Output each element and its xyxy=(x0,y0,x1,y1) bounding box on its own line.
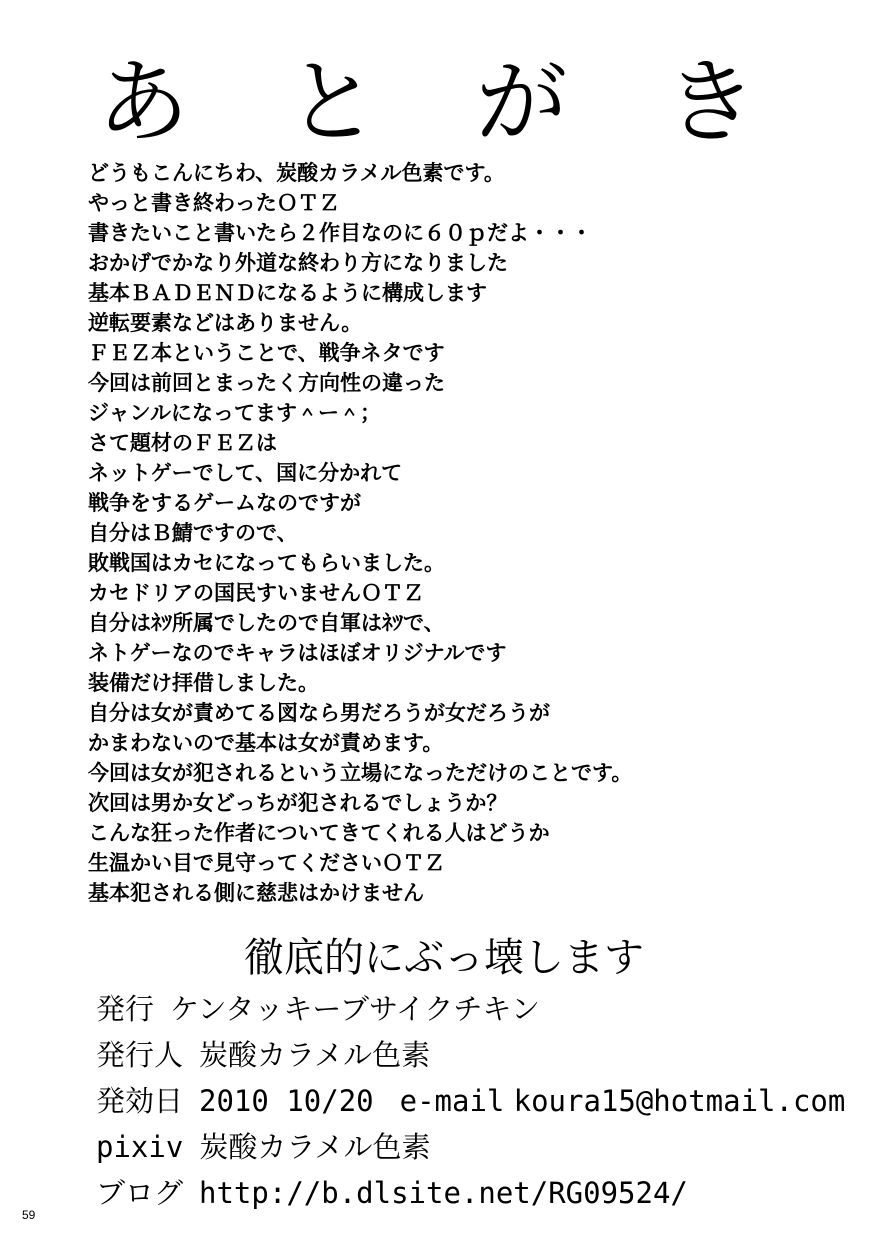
text-line: 書きたいこと書いたら２作目なのに６０ｐだよ・・・ xyxy=(88,221,592,245)
text-line: 生温かい目で見守ってくださいＯＴＺ xyxy=(88,851,445,875)
text-line: さて題材のＦＥＺは xyxy=(88,431,277,455)
text-line: 今回は前回とまったく方向性の違った xyxy=(88,371,445,395)
pixiv-value: 炭酸カラメル色素 xyxy=(199,1130,431,1164)
text-line: ＦＥＺ本ということで、戦争ネタです xyxy=(88,341,445,365)
colophon xyxy=(96,986,876,1216)
text-line: おかげでかなり外道な終わり方になりました xyxy=(88,251,508,275)
email-label: e-mail xyxy=(399,1084,505,1118)
date-value: 2010 10/20 xyxy=(199,1084,374,1118)
date-label: 発効日 xyxy=(96,1084,184,1118)
text-line: やっと書き終わったＯＴＺ xyxy=(88,191,340,215)
text-line: 基本犯される側に慈悲はかけません xyxy=(88,881,424,905)
text-line: 戦争をするゲームなのですが xyxy=(88,491,361,515)
text-line: どうもこんにちわ、炭酸カラメル色素です。 xyxy=(88,161,505,185)
publisher-line xyxy=(96,986,876,1032)
blog-line xyxy=(96,1170,876,1216)
pixiv-label: pixiv xyxy=(96,1130,184,1164)
text-line: 自分はﾈﾂ所属でしたので自軍はﾈﾂで、 xyxy=(88,611,445,635)
slogan: 徹底的にぶっ壊します xyxy=(244,935,644,981)
issuer-value: 炭酸カラメル色素 xyxy=(199,1038,431,1072)
date-line xyxy=(96,1078,876,1124)
text-line: 装備だけ拝借しました。 xyxy=(88,671,319,695)
publisher-value: ケンタッキーブサイクチキン xyxy=(170,992,541,1026)
text-line: 逆転要素などはありません。 xyxy=(88,311,363,335)
text-line: 今回は女が犯されるという立場になっただけのことです。 xyxy=(88,761,633,785)
text-line: ネットゲーでして、国に分かれて xyxy=(88,461,403,485)
text-line: 自分は女が責めてる図なら男だろうが女だろうが xyxy=(88,701,550,725)
publisher-label: 発行 xyxy=(96,992,155,1026)
text-line: ジャンルになってます＾ー＾； xyxy=(88,401,382,425)
issuer-label: 発行人 xyxy=(96,1038,184,1072)
text-line: ネトゲーなのでキャラはほぼオリジナルです xyxy=(88,641,507,665)
text-line: 基本ＢＡＤＥＮＤになるように構成します xyxy=(88,281,487,305)
email-link[interactable]: koura15@hotmail.com xyxy=(513,1084,846,1118)
afterword-text xyxy=(88,158,868,908)
page-title: あ と が き xyxy=(97,49,791,156)
text-line: 次回は男か女どっちが犯されるでしょうか？ xyxy=(88,791,508,815)
text-line: 敗戦国はカセになってもらいました。 xyxy=(88,551,445,575)
blog-label: ブログ xyxy=(96,1176,184,1210)
page-number: 59 xyxy=(22,1208,36,1222)
text-line: こんな狂った作者についてきてくれる人はどうか xyxy=(88,821,550,845)
issuer-line xyxy=(96,1032,876,1078)
blog-link[interactable]: http://b.dlsite.net/RG09524/ xyxy=(199,1176,688,1210)
pixiv-line xyxy=(96,1124,876,1170)
text-line: 自分はＢ鯖ですので、 xyxy=(88,521,298,545)
text-line: かまわないので基本は女が責めます。 xyxy=(88,731,444,755)
text-line: カセドリアの国民すいませんＯＴＺ xyxy=(88,581,424,605)
